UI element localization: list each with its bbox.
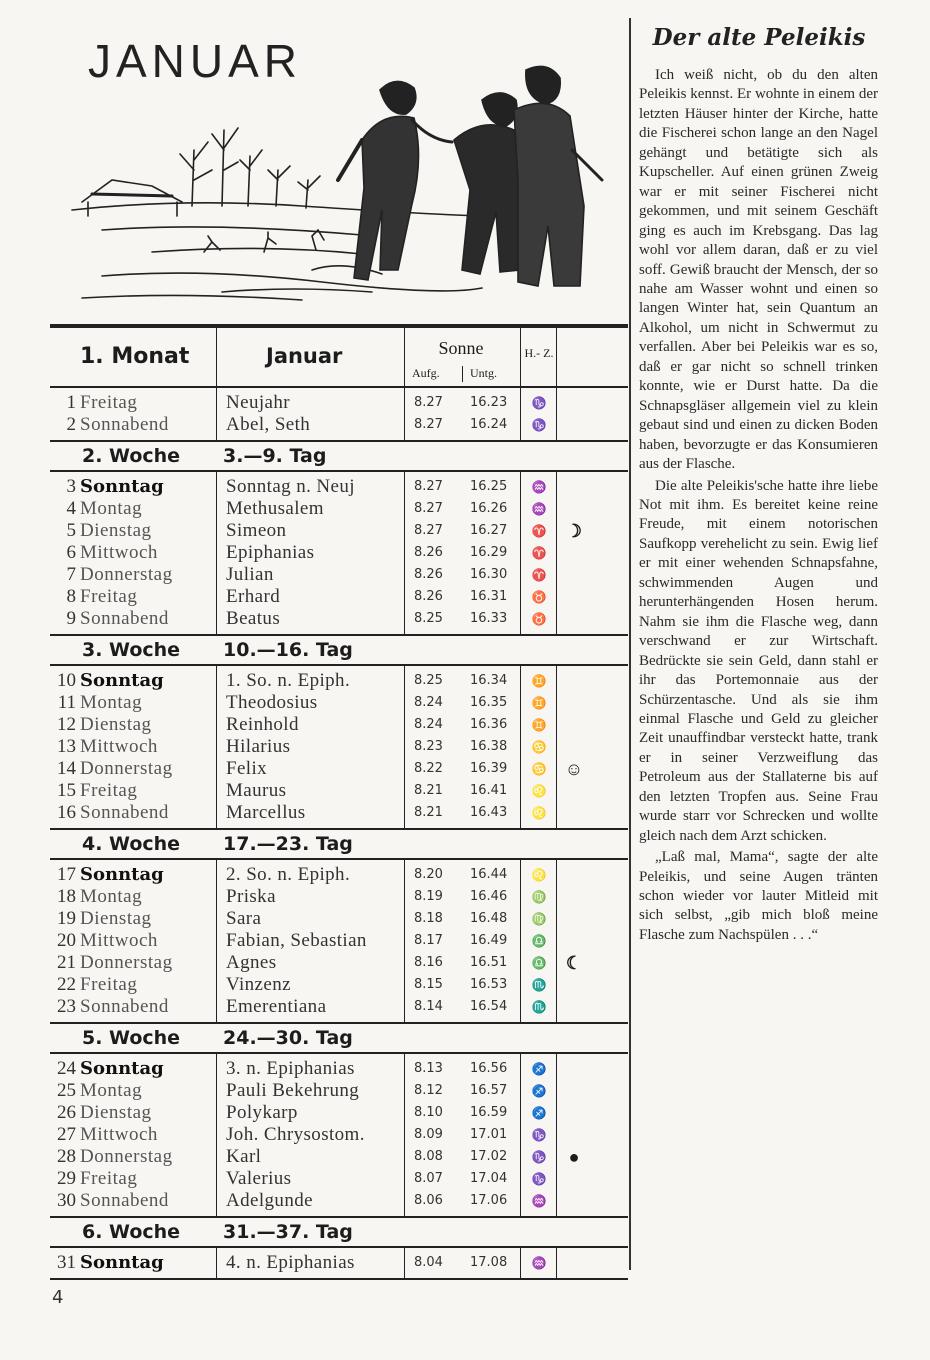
aquarius-icon: ♒ bbox=[531, 502, 547, 516]
moon-phase-icon: ☺ bbox=[564, 759, 584, 779]
sunset-time: 16.30 bbox=[470, 567, 508, 582]
week-label: 2. Woche bbox=[82, 445, 181, 467]
sunset-time: 16.48 bbox=[470, 911, 508, 926]
aquarius-icon: ♒ bbox=[531, 1194, 547, 1208]
winter-scene-illustration bbox=[62, 30, 628, 320]
day-number: 26 bbox=[57, 1102, 76, 1123]
sunset-time: 17.01 bbox=[470, 1127, 508, 1142]
week-label: 5. Woche bbox=[82, 1027, 181, 1049]
leo-icon: ♌ bbox=[531, 784, 547, 798]
weekday: Montag bbox=[80, 498, 143, 519]
calendar-row bbox=[50, 864, 628, 886]
sunset-time: 16.43 bbox=[470, 805, 508, 820]
name-day: Adelgunde bbox=[226, 1190, 313, 1211]
sunset-time: 16.51 bbox=[470, 955, 508, 970]
calendar-row bbox=[50, 736, 628, 758]
libra-icon: ♎ bbox=[531, 934, 547, 948]
aries-icon: ♈ bbox=[531, 546, 547, 560]
name-day: Joh. Chrysostom. bbox=[226, 1124, 365, 1145]
cancer-icon: ♋ bbox=[531, 740, 547, 754]
calendar-row bbox=[50, 802, 628, 824]
scorpio-icon: ♏ bbox=[531, 978, 547, 992]
name-day: Pauli Bekehrung bbox=[226, 1080, 360, 1101]
sunset-time: 16.23 bbox=[470, 395, 508, 410]
column-line bbox=[556, 328, 557, 386]
name-day: Hilarius bbox=[226, 736, 291, 757]
name-day: Karl bbox=[226, 1146, 262, 1167]
sunrise-time: 8.18 bbox=[414, 911, 443, 926]
calendar-row bbox=[50, 564, 628, 586]
calendar-row bbox=[50, 886, 628, 908]
week-range: 17.—23. Tag bbox=[223, 833, 353, 855]
weekday: Mittwoch bbox=[80, 736, 158, 757]
calendar-row bbox=[50, 1190, 628, 1212]
sunset-time: 17.02 bbox=[470, 1149, 508, 1164]
sunrise-time: 8.16 bbox=[414, 955, 443, 970]
sunrise-time: 8.09 bbox=[414, 1127, 443, 1142]
header-sunset: Untg. bbox=[470, 366, 497, 380]
sunrise-time: 8.13 bbox=[414, 1061, 443, 1076]
weekday: Montag bbox=[80, 886, 143, 907]
calendar-row bbox=[50, 498, 628, 520]
name-day: Neujahr bbox=[226, 392, 290, 413]
story-title: Der alte Peleikis bbox=[652, 24, 866, 51]
calendar-row bbox=[50, 608, 628, 630]
sagittarius-icon: ♐ bbox=[531, 1062, 547, 1076]
name-day: Methusalem bbox=[226, 498, 324, 519]
week-section bbox=[50, 1054, 628, 1218]
column-line bbox=[216, 328, 217, 386]
name-day: 1. So. n. Epiph. bbox=[226, 670, 351, 691]
gemini-icon: ♊ bbox=[531, 674, 547, 688]
weekday: Sonntag bbox=[80, 476, 164, 497]
day-number: 10 bbox=[57, 670, 76, 691]
sagittarius-icon: ♐ bbox=[531, 1084, 547, 1098]
sunset-time: 16.31 bbox=[470, 589, 508, 604]
day-number: 5 bbox=[66, 520, 76, 541]
name-day: Theodosius bbox=[226, 692, 318, 713]
weekday: Dienstag bbox=[80, 908, 152, 929]
sunrise-time: 8.25 bbox=[414, 611, 443, 626]
week-range: 31.—37. Tag bbox=[223, 1221, 353, 1243]
calendar-row bbox=[50, 780, 628, 802]
weekday: Sonnabend bbox=[80, 608, 169, 629]
sunrise-time: 8.10 bbox=[414, 1105, 443, 1120]
sunrise-time: 8.08 bbox=[414, 1149, 443, 1164]
sunset-time: 16.35 bbox=[470, 695, 508, 710]
week-range: 10.—16. Tag bbox=[223, 639, 353, 661]
weekday: Donnerstag bbox=[80, 758, 173, 779]
day-number: 31 bbox=[57, 1252, 76, 1273]
sunrise-time: 8.27 bbox=[414, 523, 443, 538]
sunrise-time: 8.17 bbox=[414, 933, 443, 948]
weekday: Mittwoch bbox=[80, 542, 158, 563]
section-spacer bbox=[50, 630, 628, 634]
name-day: 4. n. Epiphanias bbox=[226, 1252, 355, 1273]
header-sun: Sonne bbox=[438, 338, 484, 358]
aries-icon: ♈ bbox=[531, 568, 547, 582]
aquarius-icon: ♒ bbox=[531, 480, 547, 494]
weekday: Freitag bbox=[80, 974, 138, 995]
sunrise-time: 8.27 bbox=[414, 501, 443, 516]
calendar-row bbox=[50, 714, 628, 736]
calendar-row bbox=[50, 586, 628, 608]
header-zodiac: H.- Z. bbox=[524, 346, 554, 360]
weekday: Sonnabend bbox=[80, 1190, 169, 1211]
sunset-time: 16.54 bbox=[470, 999, 508, 1014]
weekday: Sonntag bbox=[80, 1252, 164, 1273]
story-paragraph: „Laß mal, Mama“, sagte der alte Peleikis, und seine Augen tränten schon wieder vor lauter Mitleid mit sich selbst, „gib mich bloß meine Flasche zum Nachspülen . . .“ bbox=[639, 849, 878, 943]
sunrise-time: 8.26 bbox=[414, 567, 443, 582]
taurus-icon: ♉ bbox=[531, 612, 547, 626]
day-number: 15 bbox=[57, 780, 76, 801]
calendar-header bbox=[50, 328, 628, 388]
aries-icon: ♈ bbox=[531, 524, 547, 538]
weekday: Donnerstag bbox=[80, 952, 173, 973]
name-day: Felix bbox=[226, 758, 268, 779]
sunrise-time: 8.22 bbox=[414, 761, 443, 776]
sunrise-time: 8.04 bbox=[414, 1255, 443, 1270]
weekday: Sonnabend bbox=[80, 996, 169, 1017]
calendar-body bbox=[50, 388, 628, 1280]
sunrise-time: 8.12 bbox=[414, 1083, 443, 1098]
sunrise-time: 8.19 bbox=[414, 889, 443, 904]
week-label: 3. Woche bbox=[82, 639, 181, 661]
scorpio-icon: ♏ bbox=[531, 1000, 547, 1014]
capricorn-icon: ♑ bbox=[531, 1128, 547, 1142]
calendar-row bbox=[50, 542, 628, 564]
calendar-row bbox=[50, 1102, 628, 1124]
day-number: 13 bbox=[57, 736, 76, 757]
story-text bbox=[639, 66, 878, 945]
calendar-row bbox=[50, 908, 628, 930]
day-number: 23 bbox=[57, 996, 76, 1017]
calendar-table bbox=[50, 324, 628, 1280]
section-spacer bbox=[50, 1018, 628, 1022]
name-day: Emerentiana bbox=[226, 996, 327, 1017]
name-day: Reinhold bbox=[226, 714, 299, 735]
virgo-icon: ♍ bbox=[531, 912, 547, 926]
day-number: 30 bbox=[57, 1190, 76, 1211]
day-number: 3 bbox=[66, 476, 76, 497]
libra-icon: ♎ bbox=[531, 956, 547, 970]
calendar-row bbox=[50, 1080, 628, 1102]
header-name: Januar bbox=[266, 344, 343, 368]
calendar-row bbox=[50, 952, 628, 974]
sunset-time: 16.25 bbox=[470, 479, 508, 494]
day-number: 24 bbox=[57, 1058, 76, 1079]
weekday: Freitag bbox=[80, 392, 138, 413]
week-section bbox=[50, 1248, 628, 1280]
day-number: 27 bbox=[57, 1124, 76, 1145]
sunrise-time: 8.26 bbox=[414, 589, 443, 604]
name-day: Marcellus bbox=[226, 802, 306, 823]
name-day: Agnes bbox=[226, 952, 277, 973]
week-header bbox=[50, 442, 628, 472]
sunrise-time: 8.15 bbox=[414, 977, 443, 992]
weekday: Donnerstag bbox=[80, 564, 173, 585]
week-header bbox=[50, 830, 628, 860]
capricorn-icon: ♑ bbox=[531, 1150, 547, 1164]
weekday: Montag bbox=[80, 692, 143, 713]
sunrise-time: 8.20 bbox=[414, 867, 443, 882]
gemini-icon: ♊ bbox=[531, 718, 547, 732]
calendar-row bbox=[50, 996, 628, 1018]
sunset-time: 17.06 bbox=[470, 1193, 508, 1208]
day-number: 11 bbox=[57, 692, 76, 713]
sunrise-time: 8.24 bbox=[414, 717, 443, 732]
name-day: 2. So. n. Epiph. bbox=[226, 864, 351, 885]
sunset-time: 16.53 bbox=[470, 977, 508, 992]
column-line bbox=[520, 328, 521, 386]
sunset-time: 16.29 bbox=[470, 545, 508, 560]
day-number: 20 bbox=[57, 930, 76, 951]
weekday: Freitag bbox=[80, 780, 138, 801]
weekday: Mittwoch bbox=[80, 930, 158, 951]
taurus-icon: ♉ bbox=[531, 590, 547, 604]
name-day: Valerius bbox=[226, 1168, 292, 1189]
day-number: 8 bbox=[66, 586, 76, 607]
day-number: 28 bbox=[57, 1146, 76, 1167]
sunrise-time: 8.27 bbox=[414, 395, 443, 410]
day-number: 14 bbox=[57, 758, 76, 779]
name-day: Sonntag n. Neuj bbox=[226, 476, 355, 497]
moon-phase-icon: ☽ bbox=[565, 521, 583, 541]
sunset-time: 16.59 bbox=[470, 1105, 508, 1120]
section-spacer bbox=[50, 1274, 628, 1278]
section-spacer bbox=[50, 1212, 628, 1216]
name-day: Priska bbox=[226, 886, 276, 907]
weekday: Freitag bbox=[80, 586, 138, 607]
calendar-row bbox=[50, 392, 628, 414]
week-header bbox=[50, 1024, 628, 1054]
calendar-row bbox=[50, 758, 628, 780]
name-day: Sara bbox=[226, 908, 262, 929]
page-title: JANUAR bbox=[88, 35, 303, 87]
virgo-icon: ♍ bbox=[531, 890, 547, 904]
week-section bbox=[50, 666, 628, 830]
name-day: Maurus bbox=[226, 780, 287, 801]
day-number: 12 bbox=[57, 714, 76, 735]
sunrise-time: 8.07 bbox=[414, 1171, 443, 1186]
sunset-time: 17.04 bbox=[470, 1171, 508, 1186]
day-number: 16 bbox=[57, 802, 76, 823]
week-header bbox=[50, 1218, 628, 1248]
sunrise-time: 8.27 bbox=[414, 417, 443, 432]
sunset-time: 16.26 bbox=[470, 501, 508, 516]
sunrise-time: 8.26 bbox=[414, 545, 443, 560]
sunset-time: 16.33 bbox=[470, 611, 508, 626]
aquarius-icon: ♒ bbox=[531, 1256, 547, 1270]
calendar-row bbox=[50, 670, 628, 692]
column-line bbox=[404, 328, 405, 386]
day-number: 6 bbox=[66, 542, 76, 563]
week-range: 24.—30. Tag bbox=[223, 1027, 353, 1049]
day-number: 22 bbox=[57, 974, 76, 995]
day-number: 18 bbox=[57, 886, 76, 907]
weekday: Dienstag bbox=[80, 1102, 152, 1123]
name-day: Polykarp bbox=[226, 1102, 298, 1123]
sunrise-time: 8.21 bbox=[414, 805, 443, 820]
weekday: Donnerstag bbox=[80, 1146, 173, 1167]
capricorn-icon: ♑ bbox=[531, 396, 547, 410]
gemini-icon: ♊ bbox=[531, 696, 547, 710]
sunrise-time: 8.24 bbox=[414, 695, 443, 710]
sunset-time: 16.27 bbox=[470, 523, 508, 538]
header-month: 1. Monat bbox=[80, 344, 190, 369]
column-divider bbox=[629, 18, 631, 1270]
weekday: Sonntag bbox=[80, 670, 164, 691]
sunset-time: 16.57 bbox=[470, 1083, 508, 1098]
week-label: 6. Woche bbox=[82, 1221, 181, 1243]
day-number: 21 bbox=[57, 952, 76, 973]
day-number: 1 bbox=[66, 392, 76, 413]
header-divider bbox=[462, 366, 463, 382]
weekday: Sonntag bbox=[80, 864, 164, 885]
capricorn-icon: ♑ bbox=[531, 418, 547, 432]
header-sunrise: Aufg. bbox=[412, 366, 440, 380]
weekday: Montag bbox=[80, 1080, 143, 1101]
day-number: 9 bbox=[66, 608, 76, 629]
story-paragraph: Die alte Peleikis'sche hatte ihre liebe Not mit ihm. Es bereitet keine reine Freude, mit einem notorischen Saufkopp verehelicht zu sein. Ewig lief er mit einer wehenden Schnapsfahne, schwimmenden Augen und herunterhängenden Hosen herum. Nahm sie ihm die Flasche weg, dann verschwand er zur Wirtschaft. Bedrückte sie sein Geld, dann stahl er ihr das Portemonnaie aus der Schürzentasche. Und als sie ihm einmal Flasche und Geld zu gleicher Zeit unauffindbar versteckt hatte, trank er in seiner Verzweiflung das Petroleum aus der Stallaterne bis auf den letzten Tropfen aus. Seine Frau wurde starr vor Schrecken und wollte gleich nach dem Arzt schicken. bbox=[639, 477, 878, 844]
calendar-row bbox=[50, 1124, 628, 1146]
name-day: Fabian, Sebastian bbox=[226, 930, 367, 951]
day-number: 7 bbox=[66, 564, 76, 585]
sunrise-time: 8.27 bbox=[414, 479, 443, 494]
day-number: 25 bbox=[57, 1080, 76, 1101]
story-paragraph: Ich weiß nicht, ob du den alten Peleikis kennst. Er wohnte in einem der letzten Häuser hinter der Kirche, hatte die Fischerei schon lange an den Nagel gehängt und betätigte sich als Kupscheller. Auf einen grünen Zweig war er mit seiner Fischerei nicht gekommen, und mit seinem Geschäft ging es auch im Krebsgang. Das lag wohl vor allem daran, daß er zu viel soff. Gewiß braucht der Mensch, der so nahe am Wasser wohnt und einen so langen Winter hat, sein Quantum an Alkohol, um nicht in Schwermut zu verfallen. Aber bei Peleikis war es so, daß er gar nicht so schnell trinken konnte, wie er Durst hatte. Da die Schnapsgläser allgemein viel zu klein gebaut sind und einen zu dicken Boden haben, bevorzugte er das Konsumieren aus der Flasche. bbox=[639, 67, 878, 473]
day-number: 29 bbox=[57, 1168, 76, 1189]
week-section bbox=[50, 860, 628, 1024]
sunset-time: 16.41 bbox=[470, 783, 508, 798]
sunrise-time: 8.23 bbox=[414, 739, 443, 754]
moon-phase-icon: ☾ bbox=[565, 953, 583, 973]
calendar-row bbox=[50, 520, 628, 542]
calendar-row bbox=[50, 1058, 628, 1080]
day-number: 2 bbox=[66, 414, 76, 435]
weekday: Mittwoch bbox=[80, 1124, 158, 1145]
name-day: Julian bbox=[226, 564, 274, 585]
name-day: 3. n. Epiphanias bbox=[226, 1058, 355, 1079]
sunset-time: 16.24 bbox=[470, 417, 508, 432]
weekday: Freitag bbox=[80, 1168, 138, 1189]
sunrise-time: 8.25 bbox=[414, 673, 443, 688]
page-number: 4 bbox=[52, 1287, 64, 1308]
week-section bbox=[50, 472, 628, 636]
week-label: 4. Woche bbox=[82, 833, 181, 855]
calendar-row bbox=[50, 974, 628, 996]
week-section bbox=[50, 388, 628, 442]
sunset-time: 16.44 bbox=[470, 867, 508, 882]
name-day: Abel, Seth bbox=[226, 414, 311, 435]
day-number: 19 bbox=[57, 908, 76, 929]
sunset-time: 16.39 bbox=[470, 761, 508, 776]
week-header bbox=[50, 636, 628, 666]
calendar-row bbox=[50, 414, 628, 436]
sunset-time: 16.46 bbox=[470, 889, 508, 904]
section-spacer bbox=[50, 824, 628, 828]
calendar-row bbox=[50, 1252, 628, 1274]
day-number: 4 bbox=[66, 498, 76, 519]
week-range: 3.—9. Tag bbox=[223, 445, 327, 467]
name-day: Erhard bbox=[226, 586, 281, 607]
sunrise-time: 8.14 bbox=[414, 999, 443, 1014]
calendar-row bbox=[50, 1146, 628, 1168]
sagittarius-icon: ♐ bbox=[531, 1106, 547, 1120]
calendar-row bbox=[50, 476, 628, 498]
weekday: Sonnabend bbox=[80, 802, 169, 823]
sunset-time: 16.38 bbox=[470, 739, 508, 754]
capricorn-icon: ♑ bbox=[531, 1172, 547, 1186]
calendar-row bbox=[50, 1168, 628, 1190]
moon-phase-icon: ● bbox=[568, 1147, 580, 1167]
calendar-row bbox=[50, 930, 628, 952]
sunset-time: 17.08 bbox=[470, 1255, 508, 1270]
weekday: Dienstag bbox=[80, 520, 152, 541]
sunset-time: 16.49 bbox=[470, 933, 508, 948]
section-spacer bbox=[50, 436, 628, 440]
sunrise-time: 8.06 bbox=[414, 1193, 443, 1208]
leo-icon: ♌ bbox=[531, 806, 547, 820]
calendar-row bbox=[50, 692, 628, 714]
cancer-icon: ♋ bbox=[531, 762, 547, 776]
name-day: Vinzenz bbox=[226, 974, 291, 995]
weekday: Sonnabend bbox=[80, 414, 169, 435]
weekday: Sonntag bbox=[80, 1058, 164, 1079]
sunrise-time: 8.21 bbox=[414, 783, 443, 798]
name-day: Epiphanias bbox=[226, 542, 315, 563]
sunset-time: 16.34 bbox=[470, 673, 508, 688]
leo-icon: ♌ bbox=[531, 868, 547, 882]
name-day: Beatus bbox=[226, 608, 281, 629]
sunset-time: 16.56 bbox=[470, 1061, 508, 1076]
sunset-time: 16.36 bbox=[470, 717, 508, 732]
name-day: Simeon bbox=[226, 520, 287, 541]
weekday: Dienstag bbox=[80, 714, 152, 735]
day-number: 17 bbox=[57, 864, 76, 885]
